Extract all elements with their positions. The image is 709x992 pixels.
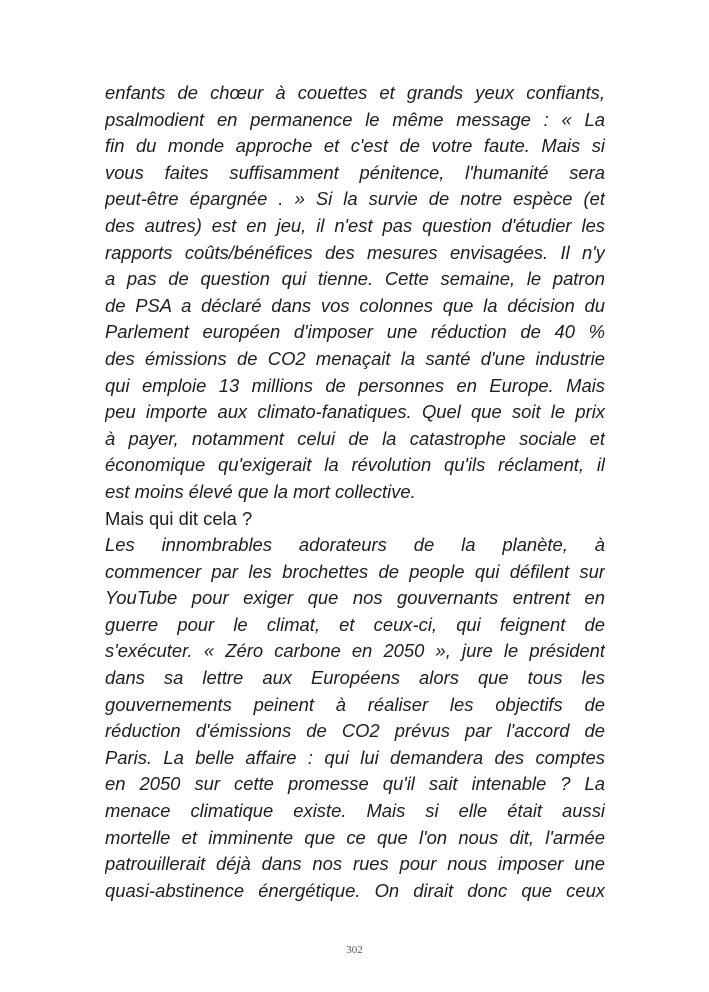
text-line: qui emploie 13 millions de personnes en Europe. Mais <box>105 374 605 396</box>
text-line: gouvernements peinent à réaliser les objectifs de <box>105 693 605 715</box>
text-line: Paris. La belle affaire : qui lui demandera des comptes <box>105 746 605 768</box>
text-line: économique qu'exigerait la révolution qu'ils réclament, il <box>105 454 605 476</box>
page-number: 302 <box>346 944 363 956</box>
text-line: peu importe aux climato-fanatiques. Quel que soit le prix <box>105 401 605 423</box>
text-line: des émissions de CO2 menaçait la santé d'une industrie <box>105 347 605 369</box>
text-line: psalmodient en permanence le même message : « La <box>105 108 605 130</box>
text-line: YouTube pour exiger que nos gouvernants entrent en <box>105 587 605 609</box>
text-line: réduction d'émissions de CO2 prévus par l'accord de <box>105 720 605 742</box>
text-line: rapports coûts/bénéfices des mesures envisagées. Il n'y <box>105 241 605 263</box>
text-line: mortelle et imminente que ce que l'on nous dit, l'armée <box>105 826 605 848</box>
text-line: de PSA a déclaré dans vos colonnes que la décision du <box>105 294 605 316</box>
text-line: est moins élevé que la mort collective. <box>105 480 416 502</box>
text-line: a pas de question qui tienne. Cette semaine, le patron <box>105 268 605 290</box>
paragraph-2 <box>105 532 605 904</box>
question-line: Mais qui dit cela ? <box>105 507 253 529</box>
text-line: quasi-abstinence énergétique. On dirait donc que ceux <box>105 879 605 901</box>
text-line: Parlement européen d'imposer une réduction de 40 % <box>105 321 605 343</box>
text-line: à payer, notamment celui de la catastrophe sociale et <box>105 427 605 449</box>
text-line: dans sa lettre aux Européens alors que tous les <box>105 667 605 689</box>
text-line: menace climatique existe. Mais si elle était aussi <box>105 800 605 822</box>
text-line: enfants de chœur à couettes et grands yeux confiants, <box>105 82 605 103</box>
text-line: des autres) est en jeu, il n'est pas question d'étudier les <box>105 214 605 236</box>
text-line: commencer par les brochettes de people qui défilent sur <box>105 560 605 582</box>
text-line: peut-être épargnée . » Si la survie de notre espèce (et <box>105 188 605 210</box>
text-line: s'exécuter. « Zéro carbone en 2050 », jure le président <box>105 640 605 662</box>
text-line: fin du monde approche et c'est de votre faute. Mais si <box>105 135 605 157</box>
text-line: en 2050 sur cette promesse qu'il sait intenable ? La <box>105 773 605 795</box>
question-paragraph <box>105 506 605 533</box>
text-line: guerre pour le climat, et ceux-ci, qui feignent de <box>105 613 605 635</box>
text-line: patrouillerait déjà dans nos rues pour nous imposer une <box>105 853 605 875</box>
text-line: Les innombrables adorateurs de la planète, à <box>105 534 605 556</box>
body-text <box>105 80 605 904</box>
paragraph-1 <box>105 80 605 506</box>
text-line: vous faites suffisamment pénitence, l'humanité sera <box>105 161 605 183</box>
